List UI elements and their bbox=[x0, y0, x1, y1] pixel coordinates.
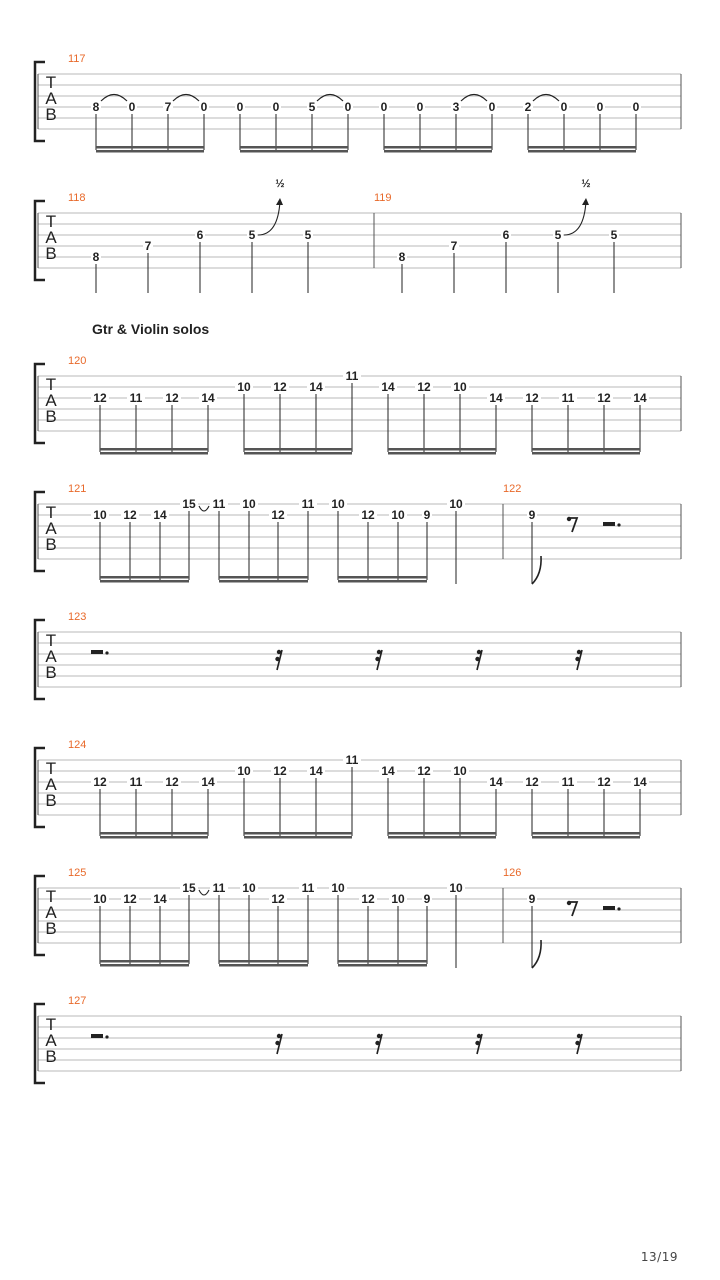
beam bbox=[532, 832, 640, 835]
fret-number: 15 bbox=[182, 497, 196, 511]
fret-number: 7 bbox=[450, 239, 458, 253]
dotted-half-rest bbox=[91, 650, 103, 654]
fret-number: 12 bbox=[93, 391, 107, 405]
tie-arc bbox=[461, 95, 487, 102]
section-label: Gtr & Violin solos bbox=[92, 321, 210, 337]
fret-number: 14 bbox=[489, 775, 503, 789]
fret-number: 10 bbox=[449, 497, 463, 511]
fret-number: 11 bbox=[212, 497, 226, 511]
fret-number: 12 bbox=[273, 380, 287, 394]
fret-number: 12 bbox=[165, 391, 179, 405]
tab-clef-letter: A bbox=[45, 519, 57, 538]
bend-amount: ½ bbox=[581, 178, 591, 190]
sixteenth-rest bbox=[475, 650, 482, 670]
beam bbox=[532, 448, 640, 451]
fret-number: 0 bbox=[596, 100, 604, 114]
fret-number: 0 bbox=[200, 100, 208, 114]
measure-number: 120 bbox=[68, 355, 87, 367]
fret-number: 14 bbox=[633, 775, 647, 789]
fret-number: 5 bbox=[610, 228, 618, 242]
fret-number: 14 bbox=[201, 391, 215, 405]
beam bbox=[96, 146, 204, 149]
measure-number: 118 bbox=[68, 192, 86, 204]
rest-dot bbox=[617, 907, 620, 910]
beam bbox=[244, 452, 352, 455]
fret-number: 0 bbox=[416, 100, 424, 114]
tab-clef-letter: A bbox=[45, 89, 57, 108]
dotted-half-rest bbox=[603, 906, 615, 910]
fret-number: 0 bbox=[560, 100, 568, 114]
fret-number: 14 bbox=[489, 391, 503, 405]
tab-clef-letter: A bbox=[45, 228, 57, 247]
beam bbox=[528, 150, 636, 153]
tie-arc bbox=[101, 95, 127, 102]
measure-number: 127 bbox=[68, 995, 87, 1007]
beam bbox=[532, 836, 640, 839]
bend-amount: ½ bbox=[275, 178, 285, 190]
beam bbox=[338, 580, 427, 583]
fret-number: 11 bbox=[212, 881, 226, 895]
fret-number: 10 bbox=[453, 380, 467, 394]
measure-number: 124 bbox=[68, 739, 87, 751]
fret-number: 14 bbox=[201, 775, 215, 789]
beam bbox=[219, 960, 308, 963]
bend-arrow-icon bbox=[582, 198, 589, 205]
fret-number: 10 bbox=[391, 892, 405, 906]
fret-number: 0 bbox=[344, 100, 352, 114]
sixteenth-rest bbox=[475, 1034, 482, 1054]
beam bbox=[388, 832, 496, 835]
fret-number: 12 bbox=[361, 508, 375, 522]
measure-number: 117 bbox=[68, 53, 86, 65]
fret-number: 9 bbox=[423, 892, 431, 906]
beam bbox=[388, 836, 496, 839]
fret-number: 5 bbox=[554, 228, 562, 242]
fret-number: 12 bbox=[93, 775, 107, 789]
tab-clef-letter: A bbox=[45, 775, 57, 794]
beam bbox=[338, 964, 427, 967]
sixteenth-rest bbox=[275, 1034, 282, 1054]
fret-number: 14 bbox=[309, 764, 323, 778]
fret-number: 11 bbox=[345, 369, 359, 383]
fret-number: 12 bbox=[597, 391, 611, 405]
fret-number: 2 bbox=[524, 100, 532, 114]
sixteenth-rest bbox=[375, 650, 382, 670]
measure-number: 125 bbox=[68, 867, 87, 879]
fret-number: 0 bbox=[488, 100, 496, 114]
sixteenth-rest bbox=[575, 1034, 582, 1054]
fret-number: 0 bbox=[632, 100, 640, 114]
fret-number: 11 bbox=[301, 881, 315, 895]
beam bbox=[219, 576, 308, 579]
tab-clef-letter: T bbox=[45, 887, 57, 906]
sixteenth-rest bbox=[375, 1034, 382, 1054]
fret-number: 10 bbox=[453, 764, 467, 778]
fret-number: 14 bbox=[309, 380, 323, 394]
fret-number: 10 bbox=[331, 881, 345, 895]
fret-number: 0 bbox=[236, 100, 244, 114]
beam bbox=[388, 448, 496, 451]
beam bbox=[100, 836, 208, 839]
beam bbox=[240, 150, 348, 153]
beam bbox=[384, 150, 492, 153]
fret-number: 12 bbox=[271, 892, 285, 906]
fret-number: 0 bbox=[272, 100, 280, 114]
beam bbox=[100, 452, 208, 455]
bend-arrow-icon bbox=[276, 198, 283, 205]
fret-number: 10 bbox=[331, 497, 345, 511]
tab-clef-letter: A bbox=[45, 1031, 57, 1050]
tab-clef-letter: T bbox=[45, 375, 57, 394]
beam bbox=[384, 146, 492, 149]
fret-number: 12 bbox=[123, 508, 137, 522]
fret-number: 6 bbox=[196, 228, 204, 242]
tie-arc bbox=[533, 95, 559, 102]
measure-number: 123 bbox=[68, 611, 87, 623]
slide-slur bbox=[199, 506, 209, 511]
fret-number: 10 bbox=[449, 881, 463, 895]
fret-number: 3 bbox=[452, 100, 460, 114]
sixteenth-rest bbox=[575, 650, 582, 670]
fret-number: 10 bbox=[391, 508, 405, 522]
beam bbox=[100, 580, 189, 583]
fret-number: 12 bbox=[123, 892, 137, 906]
tab-clef-letter: B bbox=[45, 919, 57, 938]
beam bbox=[240, 146, 348, 149]
measure-number: 121 bbox=[68, 483, 87, 495]
beam bbox=[100, 964, 189, 967]
beam bbox=[532, 452, 640, 455]
fret-number: 8 bbox=[92, 100, 100, 114]
fret-number: 7 bbox=[144, 239, 152, 253]
fret-number: 10 bbox=[242, 497, 256, 511]
fret-number: 11 bbox=[301, 497, 315, 511]
fret-number: 5 bbox=[308, 100, 316, 114]
tab-clef-letter: T bbox=[45, 503, 57, 522]
tab-clef-letter: T bbox=[45, 1015, 57, 1034]
fret-number: 14 bbox=[381, 380, 395, 394]
sixteenth-rest bbox=[275, 650, 282, 670]
note-flag bbox=[532, 940, 541, 968]
fret-number: 9 bbox=[528, 508, 536, 522]
fret-number: 10 bbox=[242, 881, 256, 895]
fret-number: 10 bbox=[93, 892, 107, 906]
beam bbox=[100, 576, 189, 579]
fret-number: 12 bbox=[271, 508, 285, 522]
beam bbox=[528, 146, 636, 149]
beam bbox=[96, 150, 204, 153]
beam bbox=[388, 452, 496, 455]
eighth-rest bbox=[567, 901, 577, 916]
fret-number: 0 bbox=[380, 100, 388, 114]
bend-curve bbox=[258, 201, 280, 235]
fret-number: 12 bbox=[417, 380, 431, 394]
beam bbox=[100, 832, 208, 835]
fret-number: 15 bbox=[182, 881, 196, 895]
beam bbox=[338, 960, 427, 963]
tab-clef-letter: B bbox=[45, 244, 57, 263]
fret-number: 11 bbox=[345, 753, 359, 767]
bend-curve bbox=[564, 201, 586, 235]
dotted-half-rest bbox=[603, 522, 615, 526]
beam bbox=[100, 448, 208, 451]
tab-clef-letter: B bbox=[45, 105, 57, 124]
fret-number: 11 bbox=[561, 775, 575, 789]
fret-number: 9 bbox=[528, 892, 536, 906]
note-flag bbox=[532, 556, 541, 584]
fret-number: 11 bbox=[129, 391, 143, 405]
tab-clef-letter: B bbox=[45, 663, 57, 682]
fret-number: 12 bbox=[165, 775, 179, 789]
measure-number: 119 bbox=[374, 192, 392, 204]
fret-number: 10 bbox=[237, 380, 251, 394]
fret-number: 5 bbox=[248, 228, 256, 242]
fret-number: 12 bbox=[361, 892, 375, 906]
fret-number: 14 bbox=[153, 892, 167, 906]
tab-clef-letter: B bbox=[45, 407, 57, 426]
fret-number: 11 bbox=[561, 391, 575, 405]
fret-number: 14 bbox=[381, 764, 395, 778]
fret-number: 14 bbox=[153, 508, 167, 522]
fret-number: 6 bbox=[502, 228, 510, 242]
tab-clef-letter: A bbox=[45, 903, 57, 922]
fret-number: 0 bbox=[128, 100, 136, 114]
tab-clef-letter: B bbox=[45, 535, 57, 554]
rest-dot bbox=[617, 523, 620, 526]
tab-clef-letter: B bbox=[45, 1047, 57, 1066]
tie-arc bbox=[173, 95, 199, 102]
fret-number: 14 bbox=[633, 391, 647, 405]
tab-clef-letter: A bbox=[45, 647, 57, 666]
slide-slur bbox=[199, 890, 209, 895]
fret-number: 12 bbox=[417, 764, 431, 778]
tab-clef-letter: B bbox=[45, 791, 57, 810]
tie-arc bbox=[317, 95, 343, 102]
tab-clef-letter: T bbox=[45, 631, 57, 650]
fret-number: 12 bbox=[525, 775, 539, 789]
beam bbox=[219, 964, 308, 967]
beam bbox=[244, 836, 352, 839]
fret-number: 12 bbox=[273, 764, 287, 778]
fret-number: 5 bbox=[304, 228, 312, 242]
fret-number: 8 bbox=[92, 250, 100, 264]
beam bbox=[244, 832, 352, 835]
fret-number: 11 bbox=[129, 775, 143, 789]
fret-number: 10 bbox=[93, 508, 107, 522]
tab-clef-letter: A bbox=[45, 391, 57, 410]
fret-number: 12 bbox=[525, 391, 539, 405]
tab-clef-letter: T bbox=[45, 212, 57, 231]
beam bbox=[338, 576, 427, 579]
tab-clef-letter: T bbox=[45, 759, 57, 778]
tab-clef-letter: T bbox=[45, 73, 57, 92]
fret-number: 7 bbox=[164, 100, 172, 114]
rest-dot bbox=[105, 651, 108, 654]
eighth-rest bbox=[567, 517, 577, 532]
beam bbox=[100, 960, 189, 963]
rest-dot bbox=[105, 1035, 108, 1038]
fret-number: 10 bbox=[237, 764, 251, 778]
fret-number: 9 bbox=[423, 508, 431, 522]
fret-number: 8 bbox=[398, 250, 406, 264]
measure-number: 126 bbox=[503, 867, 522, 879]
page-number: 13/19 bbox=[640, 1250, 678, 1264]
beam bbox=[244, 448, 352, 451]
beam bbox=[219, 580, 308, 583]
fret-number: 12 bbox=[597, 775, 611, 789]
measure-number: 122 bbox=[503, 483, 522, 495]
dotted-half-rest bbox=[91, 1034, 103, 1038]
